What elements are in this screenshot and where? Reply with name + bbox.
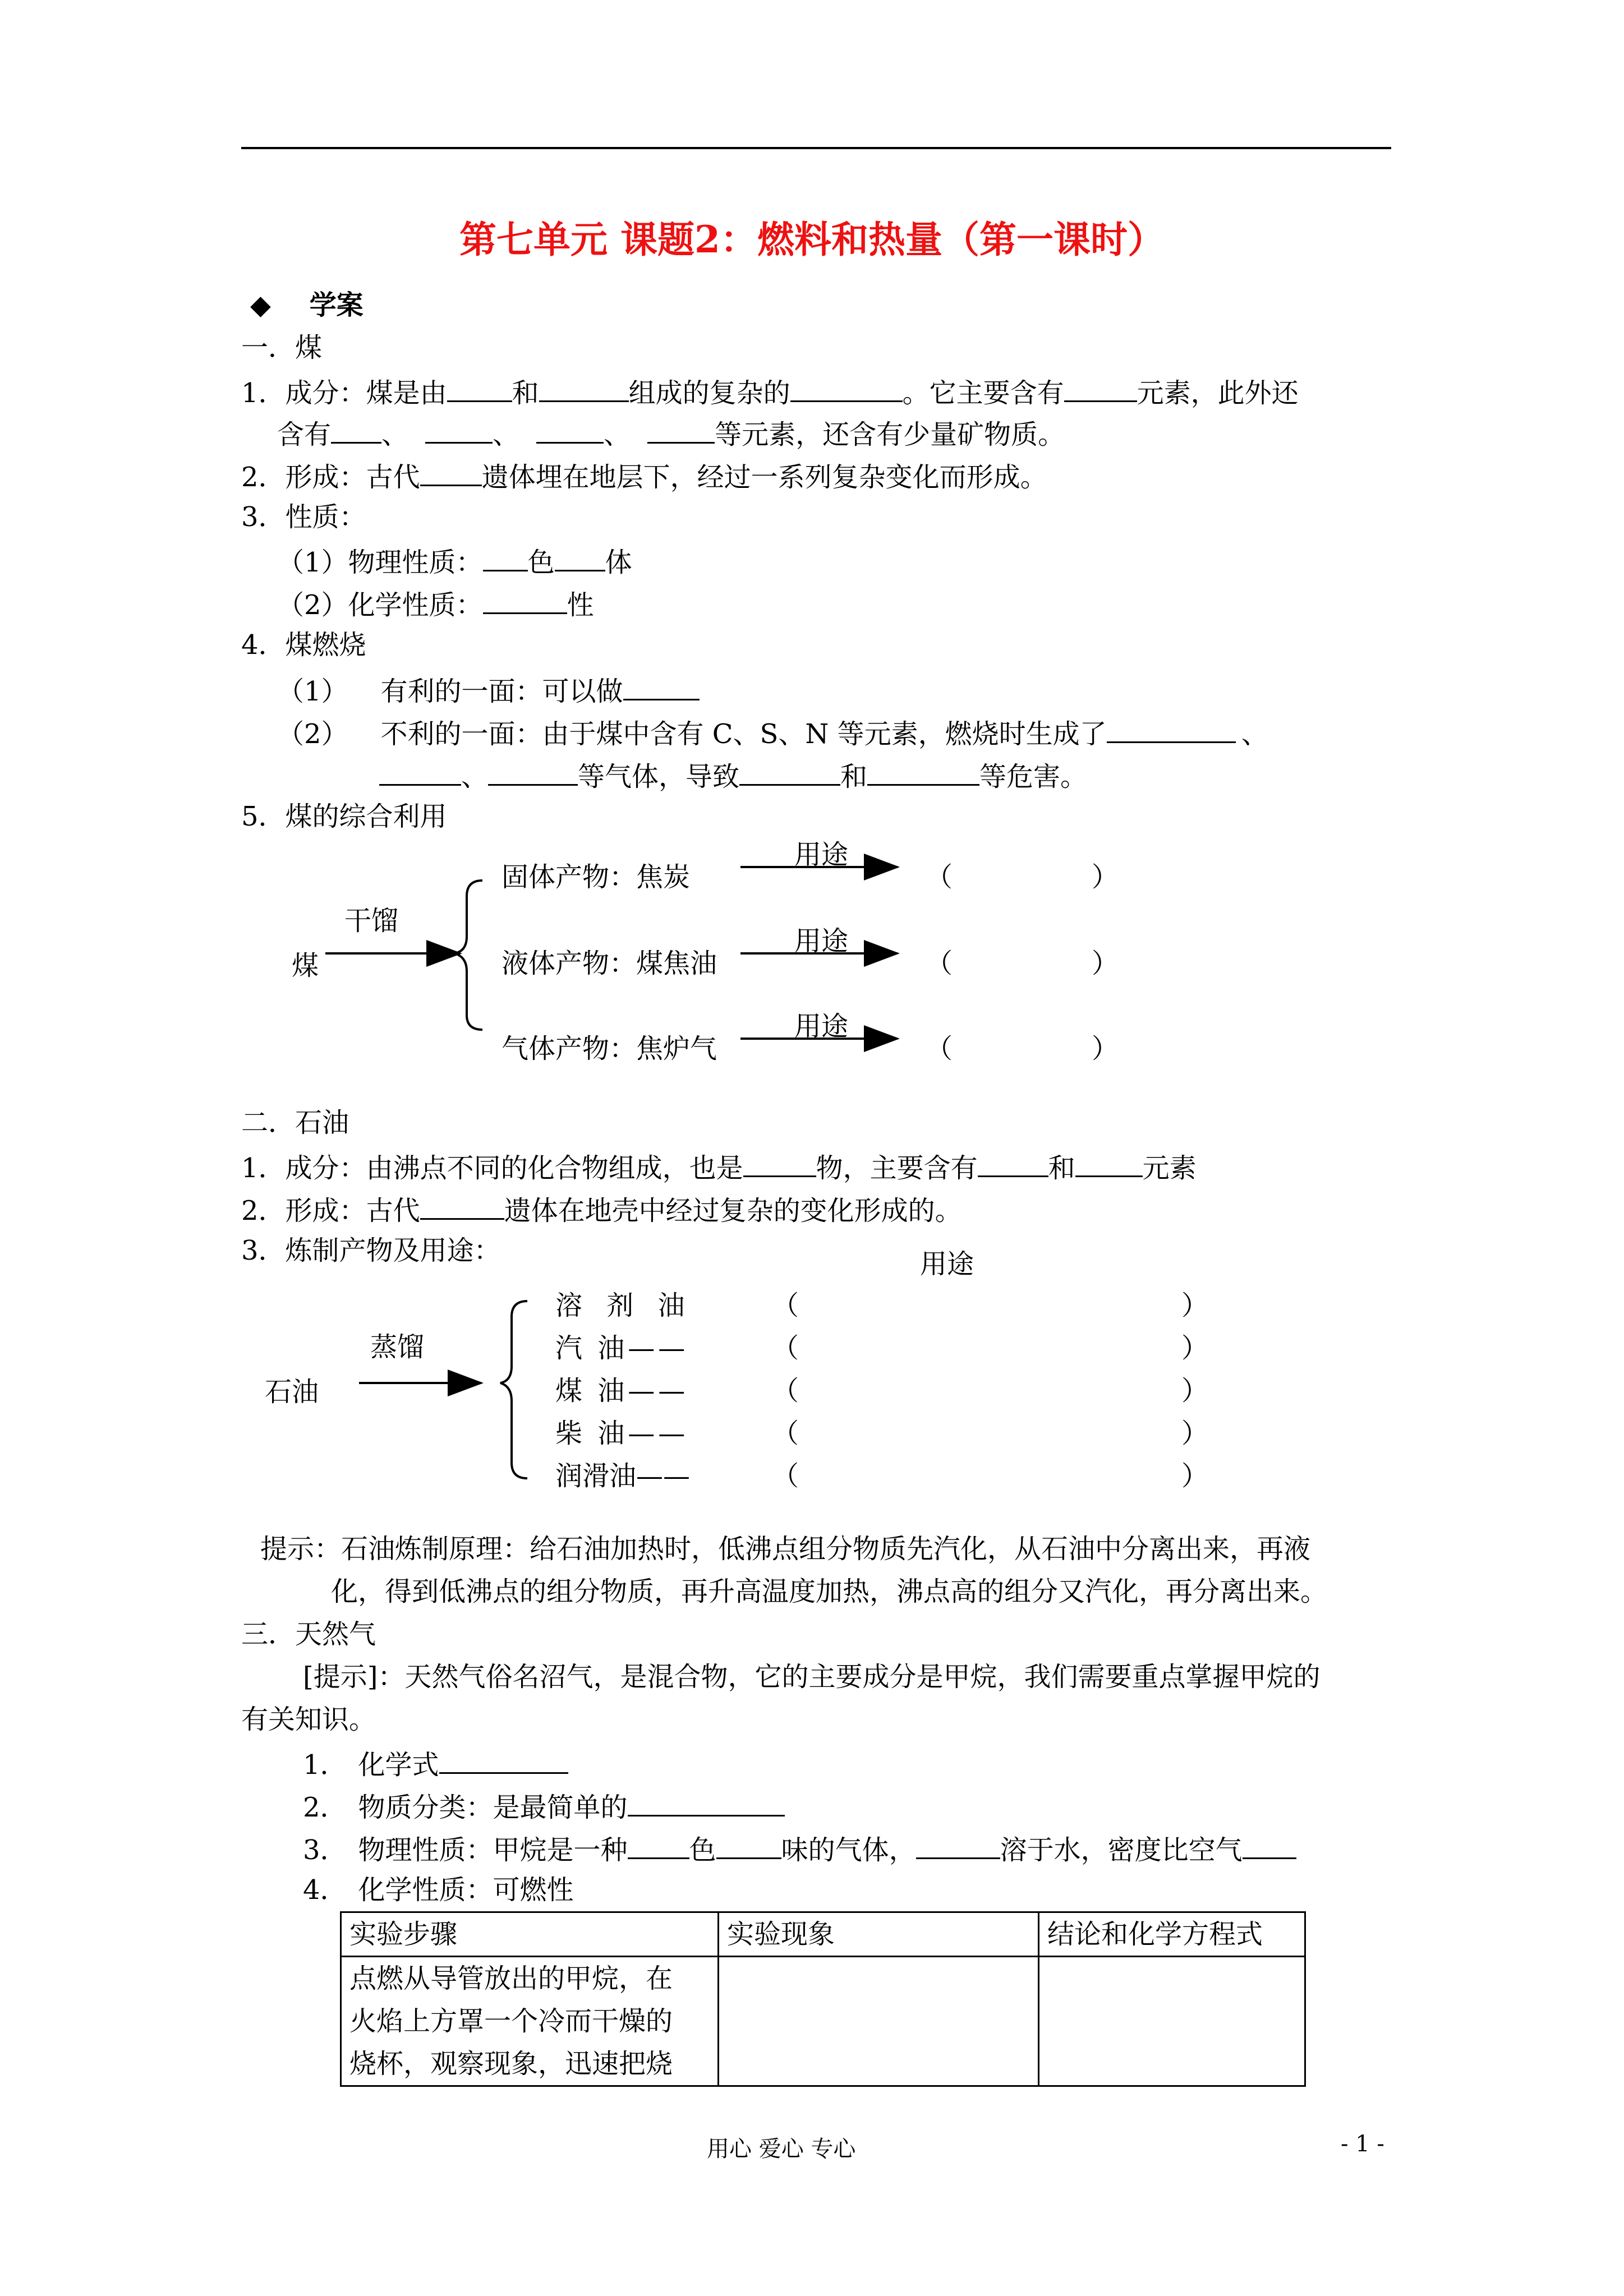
paren-open: （: [772, 1375, 799, 1407]
petroleum-hint-line2: 化，得到低沸点的组分物质，再升高温度加热，沸点高的组分又汽化，再分离出来。: [331, 1576, 1328, 1607]
paren-open: （: [926, 948, 953, 979]
diamond-icon: ◆: [250, 289, 271, 321]
blank: [420, 1190, 504, 1220]
coal-product: 固体产物：焦炭: [502, 861, 691, 893]
blank: [716, 1829, 781, 1859]
paren-open: （: [926, 1033, 953, 1064]
blank: [447, 372, 512, 402]
blank: [439, 1744, 568, 1774]
blank: [555, 542, 605, 571]
petroleum-refining: 3．炼制产物及用途：: [241, 1235, 501, 1266]
arrow-label-yongtu: 用途: [794, 1011, 849, 1042]
use-column-header: 用途: [920, 1248, 974, 1280]
section-heading: [250, 287, 364, 323]
paren-open: （: [926, 861, 953, 893]
blank: [379, 756, 461, 786]
blank: [916, 1829, 1000, 1859]
coal-burning-negative: （2） 不利的一面：由于煤中含有 C、S、N 等元素，燃烧时生成了 、: [277, 713, 1268, 752]
blank: [743, 1147, 816, 1177]
blank: [539, 372, 629, 402]
section-label: 学案: [309, 289, 364, 321]
methane-formula: 1． 化学式: [303, 1744, 568, 1783]
paren-open: （: [772, 1418, 799, 1449]
coal-composition-line2: 含有 、 、 、 等元素，还含有少量矿物质。: [277, 414, 1065, 453]
coal-formation: 2．形成：古代 遗体埋在地层下，经过一系列复杂变化而形成。: [241, 457, 1047, 495]
paren-open: （: [772, 1333, 799, 1364]
table-cell-step: 点燃从导管放出的甲烷，在 火焰上方罩一个冷而干燥的 烧杯，观察现象，迅速把烧: [341, 1957, 719, 2086]
petroleum-heading: 二．石油: [241, 1107, 349, 1138]
coal-physical-properties: （1）物理性质： 色 体: [277, 542, 632, 580]
blank: [978, 1147, 1048, 1177]
paren-close: ）: [1181, 1290, 1209, 1321]
petroleum-formation: 2．形成：古代 遗体在地壳中经过复杂的变化形成的。: [241, 1190, 962, 1229]
petroleum-diagram-lines: [359, 1279, 583, 1503]
natural-gas-hint-line2: 有关知识。: [241, 1704, 376, 1735]
blank: [628, 1787, 785, 1816]
coal-process-label: 干馏: [344, 905, 399, 937]
blank: [647, 414, 715, 444]
table-cell-conclusion: [1039, 1957, 1305, 2086]
blank: [483, 584, 567, 614]
header-rule: [241, 147, 1391, 149]
arrow-label-yongtu: 用途: [794, 925, 849, 957]
refined-product: 润滑油——: [555, 1460, 691, 1492]
arrow-label-yongtu: 用途: [794, 839, 849, 870]
coal-burning-negative-cont: 、 等气体，导致 和 等危害。: [379, 756, 1087, 795]
paren-open: （: [772, 1460, 799, 1492]
blank: [628, 1829, 689, 1859]
coal-heading: 一．煤: [241, 332, 323, 363]
table-header-row: [341, 1912, 1305, 1957]
blank: [623, 671, 700, 700]
blank: [867, 756, 979, 786]
coal-burning-positive: （1） 有利的一面：可以做: [277, 671, 700, 709]
blank: [488, 756, 578, 786]
footer-motto: 用心 爱心 专心: [707, 2136, 856, 2162]
paren-close: ）: [1181, 1460, 1209, 1492]
petroleum-source: 石油: [265, 1376, 319, 1408]
blank: [536, 414, 604, 444]
paren-close: ）: [1092, 1033, 1119, 1064]
paren-close: ）: [1181, 1375, 1209, 1407]
methane-physical: 3． 物理性质：甲烷是一种 色 味的气体， 溶于水，密度比空气: [303, 1829, 1296, 1868]
coal-chemical-properties: （2）化学性质： 性: [277, 584, 594, 623]
table-header: 结论和化学方程式: [1039, 1912, 1305, 1957]
coal-burning: 4．煤燃烧: [241, 629, 366, 661]
table-header: 实验现象: [719, 1912, 1039, 1957]
refined-product: 煤 油——: [555, 1375, 689, 1407]
experiment-table: [340, 1911, 1306, 2087]
blank: [331, 414, 381, 444]
coal-product: 液体产物：煤焦油: [502, 948, 717, 979]
natural-gas-hint-line1: [提示]：天然气俗名沼气，是混合物，它的主要成分是甲烷，我们需要重点掌握甲烷的: [303, 1661, 1321, 1693]
blank: [1075, 1147, 1143, 1177]
paren-close: ）: [1181, 1333, 1209, 1364]
blank: [1064, 372, 1137, 402]
table-header: 实验步骤: [341, 1912, 719, 1957]
page-number: - 1 -: [1341, 2131, 1384, 2157]
paren-close: ）: [1181, 1418, 1209, 1449]
petroleum-composition: 1．成分：由沸点不同的化合物组成，也是 物，主要含有 和 元素: [241, 1147, 1197, 1186]
blank: [425, 414, 493, 444]
refined-product: 柴 油——: [555, 1418, 689, 1449]
blank: [483, 542, 528, 571]
refined-product: 汽 油——: [555, 1333, 689, 1364]
methane-chemical: 4． 化学性质：可燃性: [303, 1874, 574, 1906]
paren-open: （: [772, 1290, 799, 1321]
coal-product: 气体产物：焦炉气: [502, 1033, 717, 1064]
blank: [739, 756, 840, 786]
table-row: [341, 1957, 1305, 2086]
coal-composition-line1: 1．成分：煤是由 和 组成的复杂的 。它主要含有 元素，此外还: [241, 372, 1299, 411]
coal-properties: 3．性质：: [241, 501, 366, 533]
blank: [1243, 1829, 1296, 1859]
coal-use: 5．煤的综合利用: [241, 801, 447, 832]
blank: [420, 457, 482, 486]
methane-classification: 2． 物质分类：是最简单的: [303, 1787, 785, 1825]
paren-close: ）: [1092, 861, 1119, 893]
blank: [790, 372, 903, 402]
petroleum-process-label: 蒸馏: [370, 1331, 425, 1363]
table-cell-phenomenon: [719, 1957, 1039, 2086]
page-title: 第七单元 课题2：燃料和热量（第一课时）: [459, 218, 1165, 261]
blank: [1107, 713, 1236, 743]
paren-close: ）: [1092, 948, 1119, 979]
coal-source: 煤: [292, 950, 319, 981]
petroleum-hint-line1: 提示：石油炼制原理：给石油加热时，低沸点组分物质先汽化，从石油中分离出来，再液: [260, 1533, 1311, 1565]
natural-gas-heading: 三．天然气: [241, 1619, 376, 1650]
refined-product: 溶 剂 油: [555, 1290, 693, 1321]
